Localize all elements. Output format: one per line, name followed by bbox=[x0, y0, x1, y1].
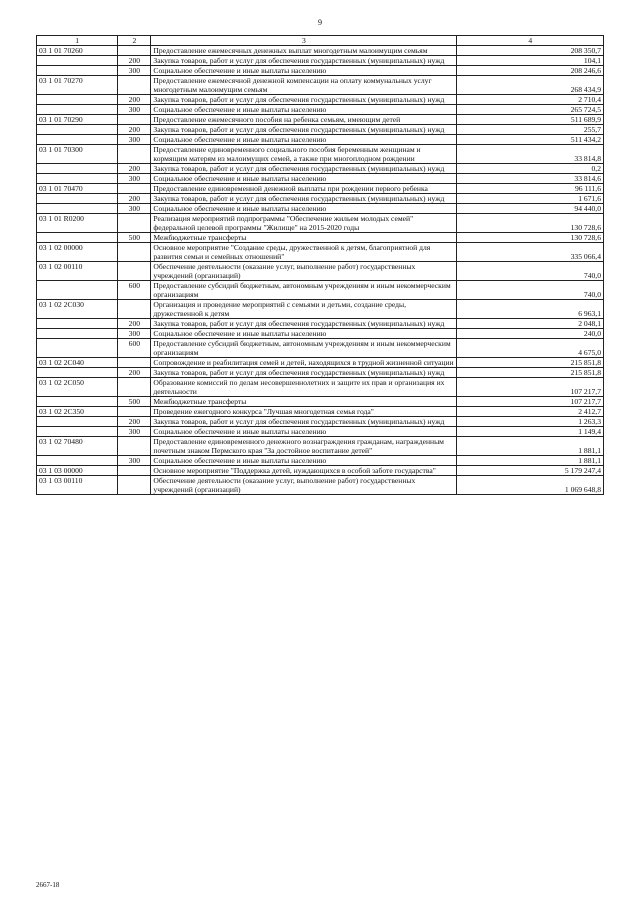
expense-type-cell: 300 bbox=[118, 66, 151, 76]
amount-cell: 511 434,2 bbox=[457, 135, 604, 145]
code-cell bbox=[37, 329, 118, 339]
code-cell bbox=[37, 135, 118, 145]
code-cell bbox=[37, 456, 118, 466]
amount-cell: 2 048,1 bbox=[457, 319, 604, 329]
expense-type-cell bbox=[118, 145, 151, 164]
amount-cell: 240,0 bbox=[457, 329, 604, 339]
table-row bbox=[37, 456, 604, 466]
description-cell: Основное мероприятие "Поддержка детей, нуждающихся в особой заботе государства" bbox=[151, 466, 457, 476]
table-row bbox=[37, 262, 604, 281]
expense-type-cell bbox=[118, 76, 151, 95]
expense-type-cell bbox=[118, 243, 151, 262]
description-cell: Образование комиссий по делам несовершеннолетних и защите их прав и организация их деятельности bbox=[151, 378, 457, 397]
expense-type-cell bbox=[118, 300, 151, 319]
table-row bbox=[37, 233, 604, 243]
description-cell: Социальное обеспечение и иные выплаты населению bbox=[151, 329, 457, 339]
code-cell: 03 1 01 70300 bbox=[37, 145, 118, 164]
amount-cell: 740,0 bbox=[457, 262, 604, 281]
table-row bbox=[37, 115, 604, 125]
document-code: 2667-18 bbox=[36, 881, 60, 889]
amount-cell: 6 963,1 bbox=[457, 300, 604, 319]
description-cell: Обеспечение деятельности (оказание услуг, выполнение работ) государственных учреждений (организаций) bbox=[151, 476, 457, 495]
table-row bbox=[37, 339, 604, 358]
budget-table bbox=[36, 35, 604, 495]
expense-type-cell: 300 bbox=[118, 204, 151, 214]
table-row bbox=[37, 368, 604, 378]
description-cell: Сопровождение и реабилитация семей и детей, находящихся в трудной жизненной ситуации bbox=[151, 358, 457, 368]
page-number: 9 bbox=[318, 18, 322, 27]
description-cell: Основное мероприятие "Создание среды, дружественной к детям, благоприятной для развития семьи и семейных отношений" bbox=[151, 243, 457, 262]
amount-cell: 215 851,8 bbox=[457, 368, 604, 378]
description-cell: Социальное обеспечение и иные выплаты населению bbox=[151, 135, 457, 145]
amount-cell: 96 111,6 bbox=[457, 184, 604, 194]
table-header-row bbox=[37, 36, 604, 46]
description-cell: Предоставление ежемесячной денежной компенсации на оплату коммунальных услуг многодетным малоимущим семьям bbox=[151, 76, 457, 95]
amount-cell: 33 814,8 bbox=[457, 145, 604, 164]
amount-cell: 1 149,4 bbox=[457, 427, 604, 437]
table-row bbox=[37, 281, 604, 300]
table-row bbox=[37, 417, 604, 427]
expense-type-cell: 200 bbox=[118, 164, 151, 174]
code-cell bbox=[37, 319, 118, 329]
description-cell: Предоставление ежемесячного пособия на ребенка семьям, имеющим детей bbox=[151, 115, 457, 125]
table-row bbox=[37, 174, 604, 184]
amount-cell: 107 217,7 bbox=[457, 397, 604, 407]
budget-table-body bbox=[37, 36, 604, 495]
description-cell: Социальное обеспечение и иные выплаты населению bbox=[151, 456, 457, 466]
table-row bbox=[37, 204, 604, 214]
amount-cell: 1 881,1 bbox=[457, 456, 604, 466]
amount-cell: 130 728,6 bbox=[457, 214, 604, 233]
expense-type-cell bbox=[118, 358, 151, 368]
code-cell: 03 1 03 00000 bbox=[37, 466, 118, 476]
description-cell: Предоставление субсидий бюджетным, автономным учреждениям и иным некоммерческим организациям bbox=[151, 339, 457, 358]
description-cell: Предоставление единовременного денежного вознаграждения гражданам, награжденным почетным знаком Пермского края "За достойное воспитание детей" bbox=[151, 437, 457, 456]
amount-cell: 1 671,6 bbox=[457, 194, 604, 204]
description-cell: Закупка товаров, работ и услуг для обеспечения государственных (муниципальных) нужд bbox=[151, 368, 457, 378]
expense-type-cell: 200 bbox=[118, 417, 151, 427]
amount-cell: 2 412,7 bbox=[457, 407, 604, 417]
code-cell: 03 1 01 70290 bbox=[37, 115, 118, 125]
table-row bbox=[37, 407, 604, 417]
description-cell: Закупка товаров, работ и услуг для обеспечения государственных (муниципальных) нужд bbox=[151, 164, 457, 174]
expense-type-cell: 600 bbox=[118, 339, 151, 358]
description-cell: Межбюджетные трансферты bbox=[151, 233, 457, 243]
expense-type-cell bbox=[118, 46, 151, 56]
header-col-4: 4 bbox=[457, 36, 604, 46]
expense-type-cell bbox=[118, 407, 151, 417]
description-cell: Социальное обеспечение и иные выплаты населению bbox=[151, 174, 457, 184]
description-cell: Закупка товаров, работ и услуг для обеспечения государственных (муниципальных) нужд bbox=[151, 95, 457, 105]
amount-cell: 511 689,9 bbox=[457, 115, 604, 125]
code-cell bbox=[37, 427, 118, 437]
amount-cell: 0,2 bbox=[457, 164, 604, 174]
description-cell: Социальное обеспечение и иные выплаты населению bbox=[151, 66, 457, 76]
description-cell: Организация и проведение мероприятий с семьями и детьми, создание среды, дружественной к детям bbox=[151, 300, 457, 319]
amount-cell: 208 246,6 bbox=[457, 66, 604, 76]
code-cell: 03 1 02 00000 bbox=[37, 243, 118, 262]
table-row bbox=[37, 95, 604, 105]
expense-type-cell: 200 bbox=[118, 194, 151, 204]
code-cell: 03 1 02 2С040 bbox=[37, 358, 118, 368]
code-cell: 03 1 02 2С350 bbox=[37, 407, 118, 417]
description-cell: Закупка товаров, работ и услуг для обеспечения государственных (муниципальных) нужд bbox=[151, 56, 457, 66]
code-cell bbox=[37, 105, 118, 115]
expense-type-cell: 200 bbox=[118, 319, 151, 329]
amount-cell: 265 724,5 bbox=[457, 105, 604, 115]
amount-cell: 740,0 bbox=[457, 281, 604, 300]
expense-type-cell: 300 bbox=[118, 135, 151, 145]
expense-type-cell: 500 bbox=[118, 233, 151, 243]
description-cell: Проведение ежегодного конкурса "Лучшая многодетная семья года" bbox=[151, 407, 457, 417]
code-cell bbox=[37, 164, 118, 174]
amount-cell: 335 066,4 bbox=[457, 243, 604, 262]
code-cell bbox=[37, 95, 118, 105]
description-cell: Социальное обеспечение и иные выплаты населению bbox=[151, 204, 457, 214]
expense-type-cell: 300 bbox=[118, 105, 151, 115]
code-cell bbox=[37, 125, 118, 135]
amount-cell: 94 440,0 bbox=[457, 204, 604, 214]
amount-cell: 255,7 bbox=[457, 125, 604, 135]
table-row bbox=[37, 76, 604, 95]
header-col-2: 2 bbox=[118, 36, 151, 46]
table-row bbox=[37, 300, 604, 319]
amount-cell: 5 179 247,4 bbox=[457, 466, 604, 476]
expense-type-cell bbox=[118, 262, 151, 281]
table-row bbox=[37, 378, 604, 397]
description-cell: Закупка товаров, работ и услуг для обеспечения государственных (муниципальных) нужд bbox=[151, 194, 457, 204]
code-cell bbox=[37, 174, 118, 184]
description-cell: Закупка товаров, работ и услуг для обеспечения государственных (муниципальных) нужд bbox=[151, 125, 457, 135]
description-cell: Обеспечение деятельности (оказание услуг, выполнение работ) государственных учреждений (организаций) bbox=[151, 262, 457, 281]
code-cell: 03 1 02 70480 bbox=[37, 437, 118, 456]
description-cell: Социальное обеспечение и иные выплаты населению bbox=[151, 427, 457, 437]
code-cell bbox=[37, 339, 118, 358]
description-cell: Предоставление ежемесячных денежных выплат многодетным малоимущим семьям bbox=[151, 46, 457, 56]
table-row bbox=[37, 105, 604, 115]
table-row bbox=[37, 427, 604, 437]
code-cell bbox=[37, 233, 118, 243]
amount-cell: 4 675,0 bbox=[457, 339, 604, 358]
expense-type-cell: 200 bbox=[118, 95, 151, 105]
expense-type-cell bbox=[118, 476, 151, 495]
amount-cell: 107 217,7 bbox=[457, 378, 604, 397]
expense-type-cell: 200 bbox=[118, 368, 151, 378]
description-cell: Закупка товаров, работ и услуг для обеспечения государственных (муниципальных) нужд bbox=[151, 417, 457, 427]
table-row bbox=[37, 397, 604, 407]
description-cell: Реализация мероприятий подпрограммы "Обеспечение жильем молодых семей" федеральной целевой программы "Жилище" на 2015-2020 годы bbox=[151, 214, 457, 233]
table-row bbox=[37, 184, 604, 194]
description-cell: Межбюджетные трансферты bbox=[151, 397, 457, 407]
table-row bbox=[37, 194, 604, 204]
expense-type-cell bbox=[118, 378, 151, 397]
expense-type-cell bbox=[118, 437, 151, 456]
code-cell: 03 1 01 70470 bbox=[37, 184, 118, 194]
code-cell bbox=[37, 417, 118, 427]
code-cell bbox=[37, 397, 118, 407]
header-col-1: 1 bbox=[37, 36, 118, 46]
code-cell: 03 1 01 R0200 bbox=[37, 214, 118, 233]
expense-type-cell: 200 bbox=[118, 56, 151, 66]
expense-type-cell: 600 bbox=[118, 281, 151, 300]
table-row bbox=[37, 214, 604, 233]
table-row bbox=[37, 145, 604, 164]
expense-type-cell bbox=[118, 115, 151, 125]
table-row bbox=[37, 466, 604, 476]
code-cell: 03 1 02 2С050 bbox=[37, 378, 118, 397]
header-col-3: 3 bbox=[151, 36, 457, 46]
table-row bbox=[37, 135, 604, 145]
amount-cell: 130 728,6 bbox=[457, 233, 604, 243]
code-cell bbox=[37, 194, 118, 204]
description-cell: Предоставление единовременного социального пособия беременным женщинам и кормящим матерям из малоимущих семей, а также при многоплодном рождении bbox=[151, 145, 457, 164]
amount-cell: 33 814,6 bbox=[457, 174, 604, 184]
code-cell: 03 1 01 70270 bbox=[37, 76, 118, 95]
code-cell: 03 1 01 70260 bbox=[37, 46, 118, 56]
expense-type-cell: 200 bbox=[118, 125, 151, 135]
amount-cell: 1 263,3 bbox=[457, 417, 604, 427]
table-row bbox=[37, 46, 604, 56]
table-row bbox=[37, 243, 604, 262]
code-cell bbox=[37, 204, 118, 214]
table-row bbox=[37, 319, 604, 329]
expense-type-cell: 300 bbox=[118, 427, 151, 437]
amount-cell: 215 851,8 bbox=[457, 358, 604, 368]
code-cell: 03 1 02 2С030 bbox=[37, 300, 118, 319]
amount-cell: 104,1 bbox=[457, 56, 604, 66]
expense-type-cell bbox=[118, 214, 151, 233]
expense-type-cell bbox=[118, 184, 151, 194]
description-cell: Закупка товаров, работ и услуг для обеспечения государственных (муниципальных) нужд bbox=[151, 319, 457, 329]
code-cell: 03 1 03 00110 bbox=[37, 476, 118, 495]
amount-cell: 268 434,9 bbox=[457, 76, 604, 95]
amount-cell: 208 350,7 bbox=[457, 46, 604, 56]
description-cell: Предоставление единовременной денежной выплаты при рождении первого ребенка bbox=[151, 184, 457, 194]
description-cell: Социальное обеспечение и иные выплаты населению bbox=[151, 105, 457, 115]
code-cell bbox=[37, 368, 118, 378]
amount-cell: 2 710,4 bbox=[457, 95, 604, 105]
expense-type-cell: 300 bbox=[118, 329, 151, 339]
table-row bbox=[37, 358, 604, 368]
code-cell bbox=[37, 56, 118, 66]
expense-type-cell: 500 bbox=[118, 397, 151, 407]
code-cell bbox=[37, 66, 118, 76]
table-row bbox=[37, 164, 604, 174]
table-row bbox=[37, 329, 604, 339]
table-row bbox=[37, 56, 604, 66]
expense-type-cell bbox=[118, 466, 151, 476]
code-cell bbox=[37, 281, 118, 300]
description-cell: Предоставление субсидий бюджетным, автономным учреждениям и иным некоммерческим организациям bbox=[151, 281, 457, 300]
table-row bbox=[37, 476, 604, 495]
table-row bbox=[37, 437, 604, 456]
code-cell: 03 1 02 00110 bbox=[37, 262, 118, 281]
expense-type-cell: 300 bbox=[118, 456, 151, 466]
expense-type-cell: 300 bbox=[118, 174, 151, 184]
amount-cell: 1 881,1 bbox=[457, 437, 604, 456]
table-row bbox=[37, 125, 604, 135]
table-row bbox=[37, 66, 604, 76]
amount-cell: 1 069 648,8 bbox=[457, 476, 604, 495]
